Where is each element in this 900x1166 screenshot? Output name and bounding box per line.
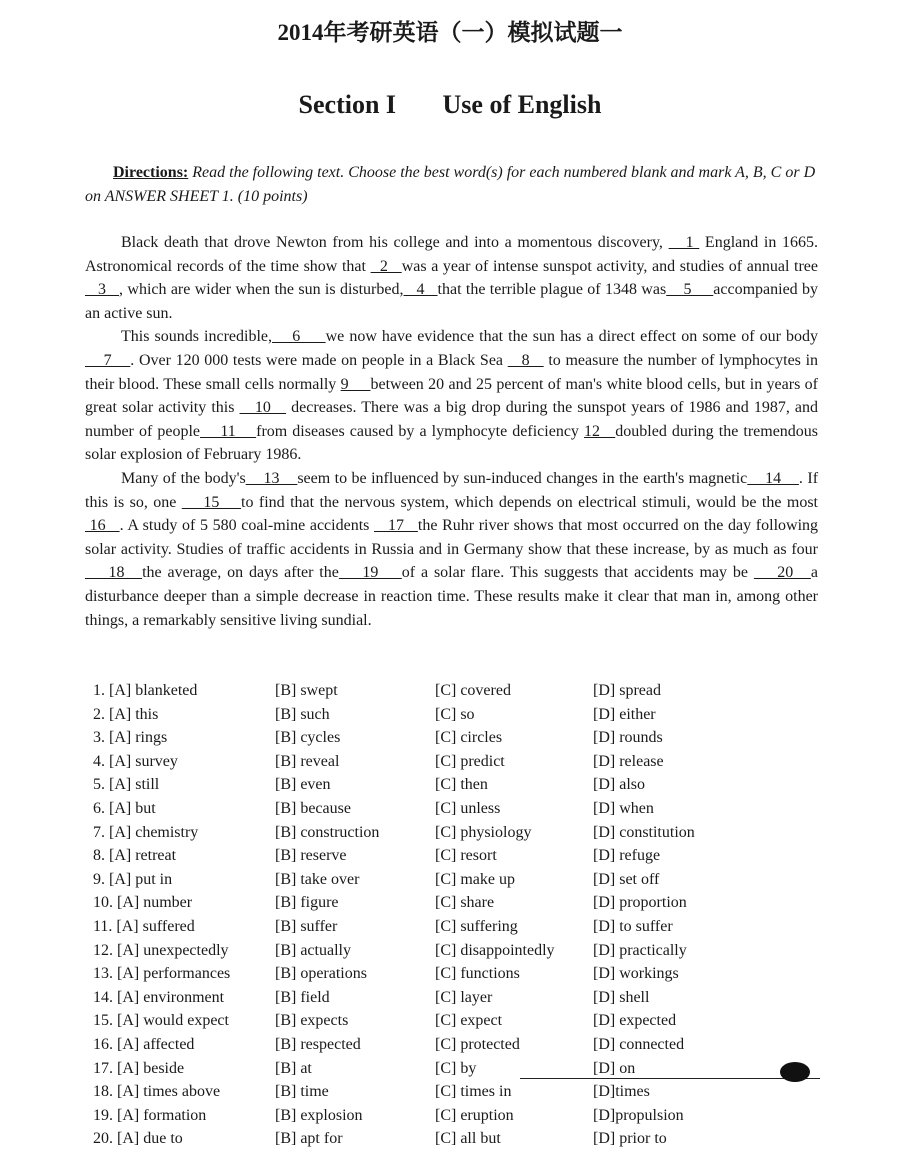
- option-d: [D] proportion: [593, 894, 687, 912]
- option-a: 7. [A] chemistry: [93, 823, 199, 841]
- option-b: [B] field: [275, 988, 330, 1006]
- option-row: [85, 1080, 818, 1104]
- option-b: [B] because: [275, 799, 351, 817]
- option-d: [D] prior to: [593, 1130, 667, 1148]
- passage-text: was a year of intense sunspot activity, and studies of annual tree: [401, 257, 818, 275]
- option-b: [B] operations: [275, 965, 367, 983]
- passage-text: seem to be influenced by sun-induced changes in the earth's magnetic: [297, 469, 748, 487]
- option-a: 20. [A] due to: [93, 1130, 183, 1148]
- section-number: Section I: [298, 90, 397, 119]
- directions: [85, 161, 818, 208]
- passage-text: of a solar flare. This suggests that accidents may be: [401, 564, 754, 582]
- option-b: [B] swept: [275, 682, 338, 699]
- option-row: [85, 1033, 818, 1057]
- option-row: [85, 986, 818, 1010]
- option-c: [C] functions: [435, 965, 520, 983]
- passage-text: , which are wider when the sun is disturbed,: [119, 281, 404, 299]
- option-c: [C] layer: [435, 988, 493, 1006]
- numbered-blank: 7: [85, 351, 131, 369]
- option-row: [85, 1009, 818, 1033]
- option-d: [D] rounds: [593, 729, 663, 747]
- numbered-blank: 2: [370, 257, 402, 275]
- option-row: [85, 773, 818, 797]
- option-b: [B] apt for: [275, 1130, 343, 1148]
- option-b: [B] respected: [275, 1035, 361, 1053]
- option-a: 19. [A] formation: [93, 1106, 207, 1124]
- option-a: 18. [A] times above: [93, 1083, 221, 1101]
- option-d: [D] workings: [593, 965, 679, 983]
- option-row: [85, 891, 818, 915]
- option-row: [85, 1057, 818, 1081]
- passage-text: decreases. There was a big drop during the sunspot years of 1986 and 1987, and number of people: [85, 399, 819, 440]
- option-row: [85, 821, 818, 845]
- option-b: [B] cycles: [275, 729, 341, 747]
- option-a: 4. [A] survey: [93, 752, 178, 770]
- passage-text: Many of the body's: [121, 469, 246, 487]
- section-heading: [0, 90, 900, 120]
- option-c: [C] times in: [435, 1083, 512, 1101]
- option-a: 12. [A] unexpectedly: [93, 941, 229, 959]
- passage-paragraph: [85, 467, 818, 632]
- option-c: [C] predict: [435, 752, 505, 770]
- numbered-blank: 13: [245, 469, 298, 487]
- numbered-blank: 17: [374, 517, 418, 535]
- option-b: [B] time: [275, 1083, 329, 1101]
- option-a: 1. [A] blanketed: [93, 682, 198, 699]
- numbered-blank: 16: [85, 517, 120, 535]
- option-a: 10. [A] number: [93, 894, 193, 912]
- numbered-blank: 3: [85, 281, 120, 299]
- option-d: [D] constitution: [593, 823, 695, 841]
- passage-text: This sounds incredible,: [121, 328, 272, 346]
- passage-text: . Over 120 000 tests were made on people in a Black Sea: [130, 351, 508, 369]
- option-a: 15. [A] would expect: [93, 1012, 229, 1030]
- section-name: Use of English: [442, 90, 602, 119]
- option-c: [C] resort: [435, 847, 497, 865]
- option-row: [85, 1127, 818, 1151]
- option-a: 16. [A] affected: [93, 1035, 195, 1053]
- option-a: 11. [A] suffered: [93, 917, 195, 935]
- option-row: [85, 703, 818, 727]
- option-b: [B] construction: [275, 823, 380, 841]
- option-row: [85, 726, 818, 750]
- option-d: [D] shell: [593, 988, 650, 1006]
- page-title: 2014年考研英语（一）模拟试题一: [277, 20, 623, 45]
- scan-mark: [780, 1062, 810, 1082]
- option-c: [C] circles: [435, 729, 503, 747]
- option-a: 3. [A] rings: [93, 729, 168, 747]
- option-c: [C] share: [435, 894, 495, 912]
- option-b: [B] explosion: [275, 1106, 363, 1124]
- option-d: [D] set off: [593, 870, 660, 888]
- answer-options: [85, 679, 818, 1151]
- option-row: [85, 962, 818, 986]
- option-c: [C] eruption: [435, 1106, 514, 1124]
- option-c: [C] disappointedly: [435, 941, 555, 959]
- option-d: [D] to suffer: [593, 917, 673, 935]
- passage-text: . If this is so, one: [85, 469, 819, 511]
- option-c: [C] all but: [435, 1130, 501, 1148]
- numbered-blank: 9: [340, 375, 371, 393]
- option-b: [B] such: [275, 705, 330, 723]
- option-a: 5. [A] still: [93, 776, 160, 794]
- option-c: [C] physiology: [435, 823, 532, 841]
- option-b: [B] expects: [275, 1012, 349, 1030]
- option-d: [D] also: [593, 776, 645, 794]
- directions-text: Read the following text. Choose the best word(s) for each numbered blank and mark A, B, C or D on ANSWER SHEET 1. (10 points): [85, 164, 816, 205]
- option-c: [C] expect: [435, 1012, 503, 1030]
- passage-text: . A study of 5 580 coal-mine accidents: [119, 517, 375, 535]
- numbered-blank: 6: [272, 328, 326, 346]
- option-c: [C] unless: [435, 799, 501, 817]
- option-c: [C] make up: [435, 870, 515, 888]
- option-c: [C] then: [435, 776, 488, 794]
- passage-paragraph: [85, 325, 818, 467]
- passage-text: accompanied by an active sun.: [85, 281, 819, 322]
- option-c: [C] protected: [435, 1035, 520, 1053]
- option-b: [B] reveal: [275, 752, 340, 770]
- option-b: [B] suffer: [275, 917, 338, 935]
- option-d: [D] spread: [593, 682, 661, 699]
- passage-text: doubled during the tremendous solar explosion of February 1986.: [85, 422, 819, 464]
- passage-text: Black death that drove Newton from his college and into a momentous discovery,: [121, 234, 669, 251]
- option-d: [D]times: [593, 1083, 650, 1101]
- option-row: [85, 915, 818, 939]
- passage-text: England in 1665. Astronomical records of the time show that: [85, 234, 819, 275]
- option-row: [85, 868, 818, 892]
- option-a: 14. [A] environment: [93, 988, 225, 1006]
- option-a: 2. [A] this: [93, 705, 159, 723]
- passage-text: the Ruhr river shows that most occurred on the day following solar activity. Studies of traffic accidents in Russia and in Germany show that these increase, by as much as four: [85, 517, 819, 558]
- option-d: [D] connected: [593, 1035, 685, 1053]
- option-row: [85, 679, 818, 703]
- option-d: [D] on: [593, 1059, 636, 1077]
- option-b: [B] reserve: [275, 847, 347, 865]
- numbered-blank: 1: [668, 234, 700, 251]
- numbered-blank: 11: [200, 422, 257, 440]
- option-d: [D] practically: [593, 941, 687, 959]
- scan-line: [520, 1078, 820, 1079]
- numbered-blank: 8: [507, 351, 544, 369]
- numbered-blank: 15: [181, 493, 242, 511]
- option-b: [B] actually: [275, 941, 351, 959]
- option-row: [85, 939, 818, 963]
- option-b: [B] even: [275, 776, 331, 794]
- passage-text: that the terrible plague of 1348 was: [437, 281, 667, 299]
- option-c: [C] covered: [435, 682, 511, 699]
- option-d: [D] when: [593, 799, 654, 817]
- passage-text: to measure the number of lymphocytes in their blood. These small cells normally: [85, 351, 819, 393]
- option-d: [D] either: [593, 705, 656, 723]
- numbered-blank: 18: [85, 564, 143, 582]
- option-c: [C] by: [435, 1059, 477, 1077]
- numbered-blank: 14: [747, 469, 799, 487]
- option-b: [B] take over: [275, 870, 360, 888]
- option-a: 17. [A] beside: [93, 1059, 185, 1077]
- option-a: 6. [A] but: [93, 799, 156, 817]
- option-a: 9. [A] put in: [93, 870, 173, 888]
- passage-text: we now have evidence that the sun has a direct effect on some of our body: [325, 328, 818, 346]
- option-a: 13. [A] performances: [93, 965, 231, 983]
- option-d: [D] expected: [593, 1012, 677, 1030]
- option-b: [B] figure: [275, 894, 339, 912]
- numbered-blank: 12: [584, 422, 616, 440]
- option-a: 8. [A] retreat: [93, 847, 177, 865]
- option-d: [D]propulsion: [593, 1106, 684, 1124]
- option-d: [D] release: [593, 752, 664, 770]
- option-b: [B] at: [275, 1059, 312, 1077]
- passage-text: a disturbance deeper than a simple decrease in reaction time. These results make it clear that man in, among other things, a remarkably sensitive living sundial.: [85, 564, 819, 629]
- numbered-blank: 5: [666, 281, 714, 299]
- option-c: [C] so: [435, 705, 475, 723]
- passage-text: the average, on days after the: [142, 564, 339, 582]
- option-row: [85, 1104, 818, 1128]
- cloze-passage: [85, 231, 818, 632]
- option-row: [85, 750, 818, 774]
- passage-paragraph: [85, 231, 818, 325]
- option-row: [85, 844, 818, 868]
- passage-text: between 20 and 25 percent of man's white blood cells, but in years of great solar activity this: [85, 375, 819, 417]
- option-c: [C] suffering: [435, 917, 518, 935]
- passage-text: from diseases caused by a lymphocyte deficiency: [256, 422, 585, 440]
- numbered-blank: 20: [753, 564, 811, 582]
- passage-text: to find that the nervous system, which depends on electrical stimuli, would be the most: [241, 493, 819, 511]
- numbered-blank: 4: [403, 281, 438, 299]
- directions-label: Directions:: [113, 164, 189, 181]
- option-row: [85, 797, 818, 821]
- numbered-blank: 19: [338, 564, 402, 582]
- numbered-blank: 10: [239, 399, 287, 417]
- option-d: [D] refuge: [593, 847, 661, 865]
